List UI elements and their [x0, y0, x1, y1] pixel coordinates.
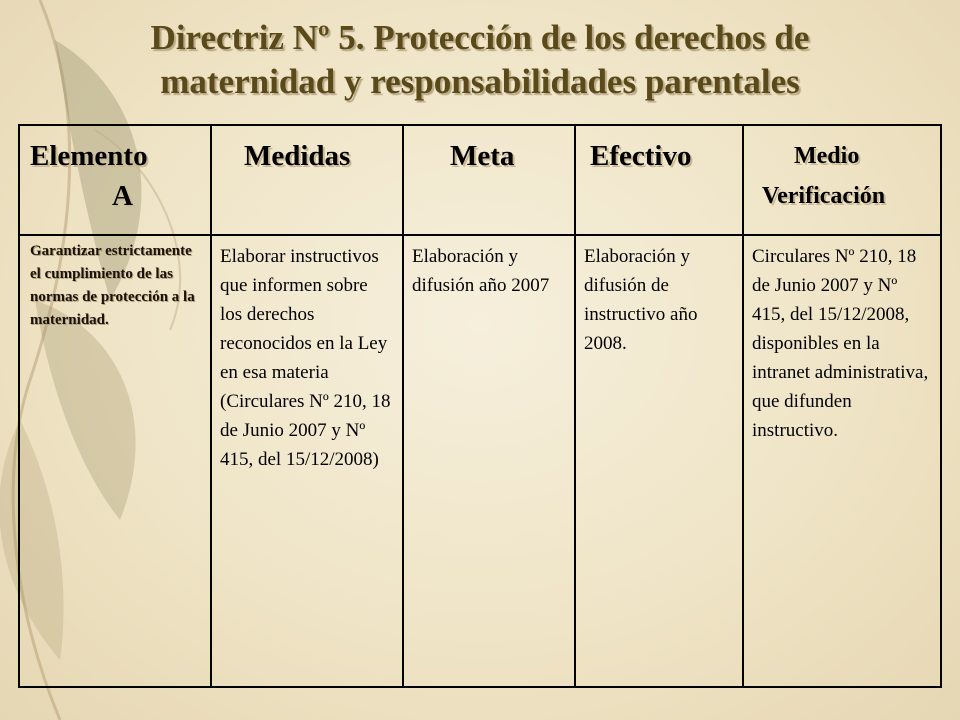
header-elemento-line1: Elemento — [30, 140, 148, 172]
cell-efectivo — [575, 235, 743, 687]
table-row — [19, 235, 941, 687]
table-header-row — [19, 125, 941, 235]
slide-title-line2: maternidad y responsabilidades parentales — [160, 62, 800, 101]
header-medio-verificacion — [743, 125, 941, 235]
cell-medio-verificacion — [743, 235, 941, 687]
cell-meta-text: Elaboración y difusión año 2007 — [412, 246, 550, 296]
header-meta — [403, 125, 575, 235]
header-efectivo-label: Efectivo — [590, 140, 692, 172]
header-medidas — [211, 125, 403, 235]
slide-title-line1: Directriz Nº 5. Protección de los derechos de — [150, 18, 810, 57]
header-elemento — [19, 125, 211, 235]
header-meta-label: Meta — [450, 140, 515, 172]
cell-efectivo-text: Elaboración y difusión de instructivo año 2008. — [584, 246, 698, 354]
cell-meta — [403, 235, 575, 687]
header-efectivo — [575, 125, 743, 235]
cell-medidas — [211, 235, 403, 687]
cell-elemento — [19, 235, 211, 687]
slide-title — [40, 16, 920, 104]
header-medidas-label: Medidas — [244, 140, 351, 172]
cell-medidas-text: Elaborar instructivos que informen sobre los derechos reconocidos en la Ley en esa materia (Circulares Nº 210, 18 de Junio 2007 y Nº 415, del 15/12/2008) — [220, 246, 391, 470]
cell-medio-text: Circulares Nº 210, 18 de Junio 2007 y Nº 415, del 15/12/2008, disponibles en la intranet administrativa, que difunden instructivo. — [752, 246, 929, 441]
header-medio-line1: Medio — [794, 143, 860, 169]
header-elemento-line2: A — [112, 180, 133, 212]
cell-elemento-text: Garantizar estrictamente el cumplimiento de las normas de protección a la maternidad. — [30, 243, 195, 328]
directive-table — [18, 124, 942, 688]
header-medio-line2: Verificación — [762, 183, 886, 209]
